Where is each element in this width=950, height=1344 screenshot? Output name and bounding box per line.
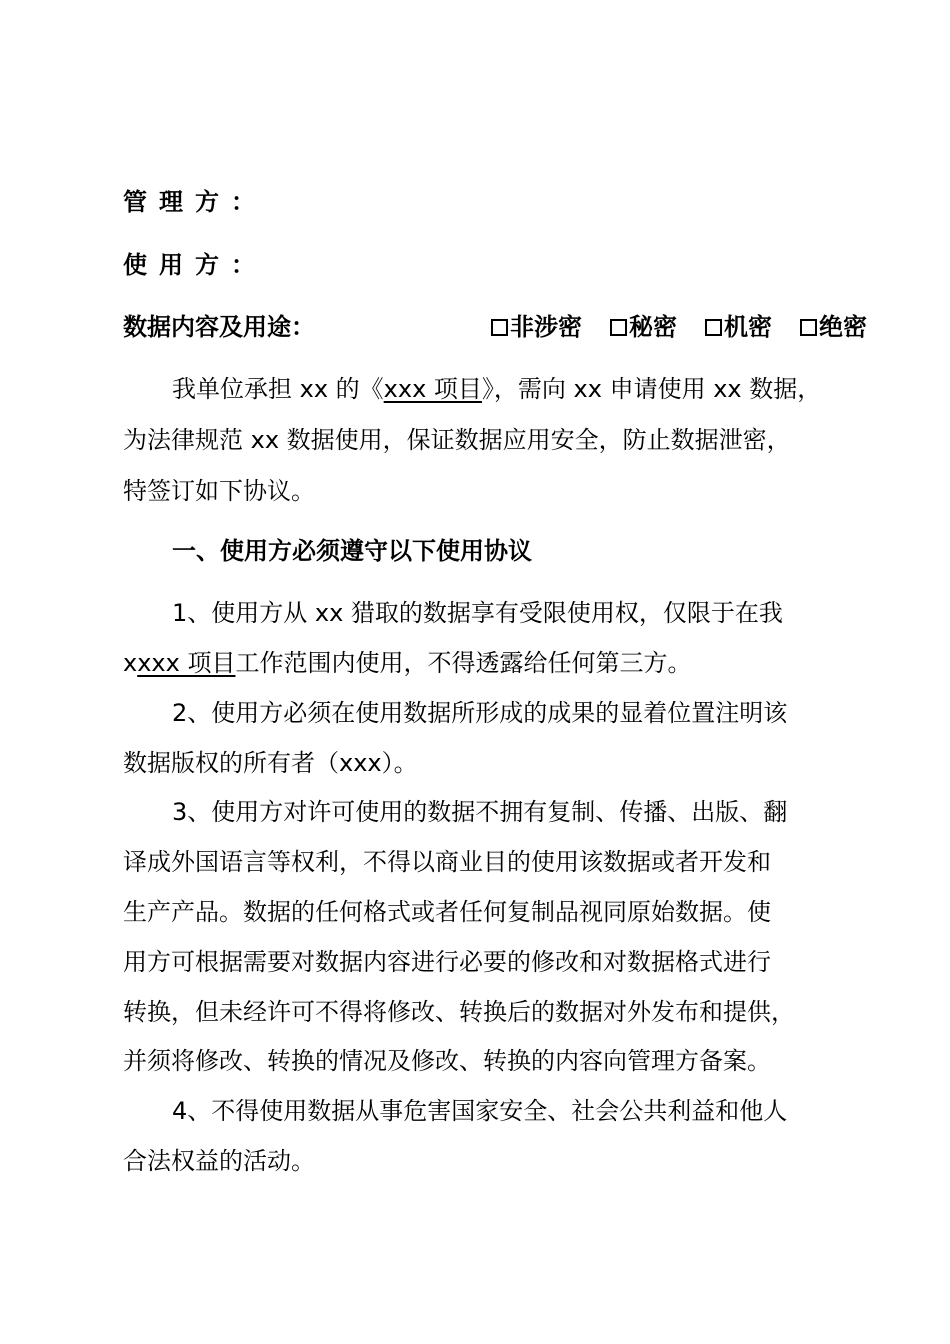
- checkbox-icon[interactable]: [610, 319, 627, 336]
- classification-option-confidential[interactable]: 机密: [705, 312, 772, 342]
- content-label: 数据内容及用途：: [123, 313, 315, 341]
- manager-label: 管理方：: [123, 188, 267, 216]
- item-4-line-1: 4、不得使用数据从事危害国家安全、社会公共利益和他人: [172, 1097, 788, 1125]
- item-1-line-1: 1、使用方从 xx 猎取的数据享有受限使用权，仅限于在我: [172, 599, 783, 627]
- classification-options: [491, 312, 895, 342]
- checkbox-icon[interactable]: [705, 319, 722, 336]
- classification-option-secret[interactable]: 秘密: [610, 312, 677, 342]
- item-3-line-5: 转换，但未经许可不得将修改、转换后的数据对外发布和提供，: [123, 998, 795, 1026]
- intro-line-3: 特签订如下协议。: [123, 477, 315, 505]
- item-1-line-2: xxxx 项目工作范围内使用，不得透露给任何第三方。: [123, 649, 692, 677]
- user-label: 使用方：: [123, 251, 267, 279]
- item-2-line-1: 2、使用方必须在使用数据所形成的成果的显着位置注明该: [172, 699, 788, 727]
- item-4-line-2: 合法权益的活动。: [123, 1147, 315, 1175]
- checkbox-icon[interactable]: [800, 319, 817, 336]
- classification-option-top-secret[interactable]: 绝密: [800, 312, 867, 342]
- intro-line-1: 我单位承担 xx 的《xxx 项目》，需向 xx 申请使用 xx 数据，: [172, 375, 822, 403]
- intro-line-2: 为法律规范 xx 数据使用，保证数据应用安全，防止数据泄密，: [123, 426, 791, 454]
- project-name: xxx 项目: [137, 649, 236, 677]
- project-name: xxx 项目: [383, 375, 482, 403]
- classification-option-non-secret[interactable]: 非涉密: [491, 312, 582, 342]
- item-3-line-2: 译成外国语言等权利，不得以商业目的使用该数据或者开发和: [123, 848, 771, 876]
- section-heading: 一、使用方必须遵守以下使用协议: [172, 537, 532, 565]
- item-3-line-6: 并须将修改、转换的情况及修改、转换的内容向管理方备案。: [123, 1047, 771, 1075]
- content-classification-row: [123, 312, 867, 342]
- checkbox-icon[interactable]: [491, 319, 508, 336]
- item-3-line-1: 3、使用方对许可使用的数据不拥有复制、传播、出版、翻: [172, 798, 788, 826]
- item-2-line-2: 数据版权的所有者（xxx）。: [123, 749, 418, 777]
- item-3-line-3: 生产产品。数据的任何格式或者任何复制品视同原始数据。使: [123, 898, 771, 926]
- item-3-line-4: 用方可根据需要对数据内容进行必要的修改和对数据格式进行: [123, 948, 771, 976]
